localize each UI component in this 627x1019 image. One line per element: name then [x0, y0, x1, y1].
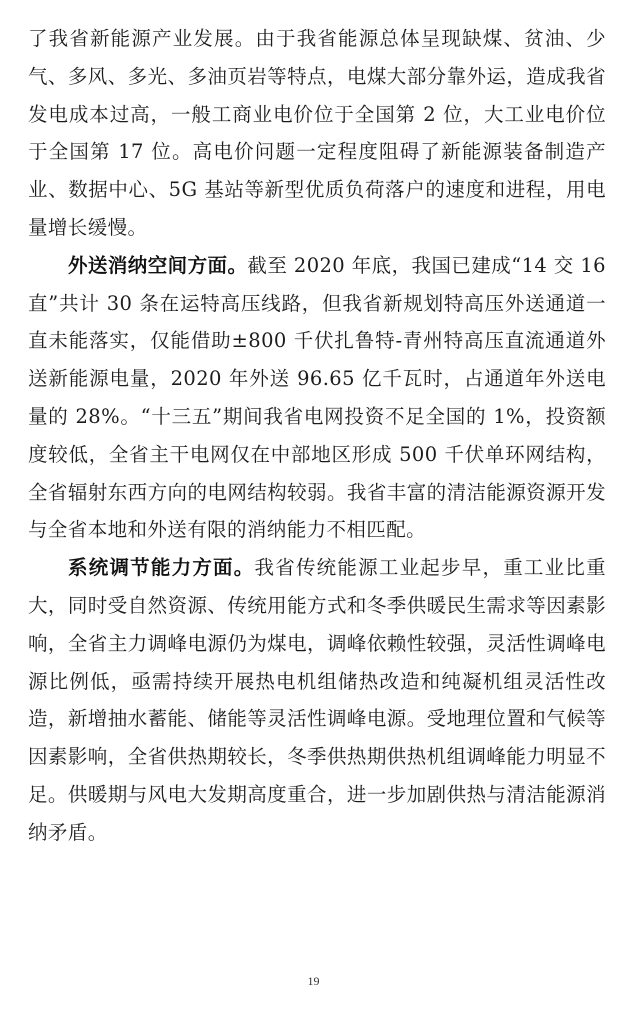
paragraph-heading: 系统调节能力方面。	[68, 556, 255, 580]
paragraph-export-consumption	[28, 247, 606, 549]
paragraph-text: 截至 2020 年底，我国已建成“14 交 16 直”共计 30 条在运特高压线路，但我省新规划特高压外送通道一直未能落实，仅能借助±800 千伏扎鲁特-青州特高压直流通道外送新能源电量，2020 年外送 96.65 亿千瓦时，占通道年外送电量的 28%。“十三五”期间我省电网投资不足全国的 1%，投资额度较低，全省主干电网仅在中部地区形成 500 千伏单环网结构，全省辐射东西方向的电网结构较弱。我省丰富的清洁能源资源开发与全省本地和外送有限的消纳能力不相匹配。	[28, 253, 606, 542]
paragraph-heading: 外送消纳空间方面。	[68, 253, 248, 277]
paragraph-text: 我省传统能源工业起步早，重工业比重大，同时受自然资源、传统用能方式和冬季供暖民生需求等因素影响，全省主力调峰电源仍为煤电，调峰依赖性较强，灵活性调峰电源比例低，亟需持续开展热电机组储热改造和纯凝机组灵活性改造，新增抽水蓄能、储能等灵活性调峰电源。受地理位置和气候等因素影响，全省供热期较长，冬季供热期供热机组调峰能力明显不足。供暖期与风电大发期高度重合，进一步加剧供热与清洁能源消纳矛盾。	[28, 556, 606, 844]
paragraph-text: 了我省新能源产业发展。由于我省能源总体呈现缺煤、贫油、少气、多风、多光、多油页岩等特点，电煤大部分靠外运，造成我省发电成本过高，一般工商业电价位于全国第 2 位，大工业电价位于全国第 17 位。高电价问题一定程度阻碍了新能源装备制造产业、数据中心、5G 基站等新型优质负荷落户的速度和进程，用电量增长缓慢。	[28, 27, 606, 239]
paragraph-continuation	[28, 20, 606, 247]
page-number: 19	[307, 974, 320, 988]
body-text	[28, 20, 606, 852]
paragraph-system-regulation	[28, 549, 606, 851]
